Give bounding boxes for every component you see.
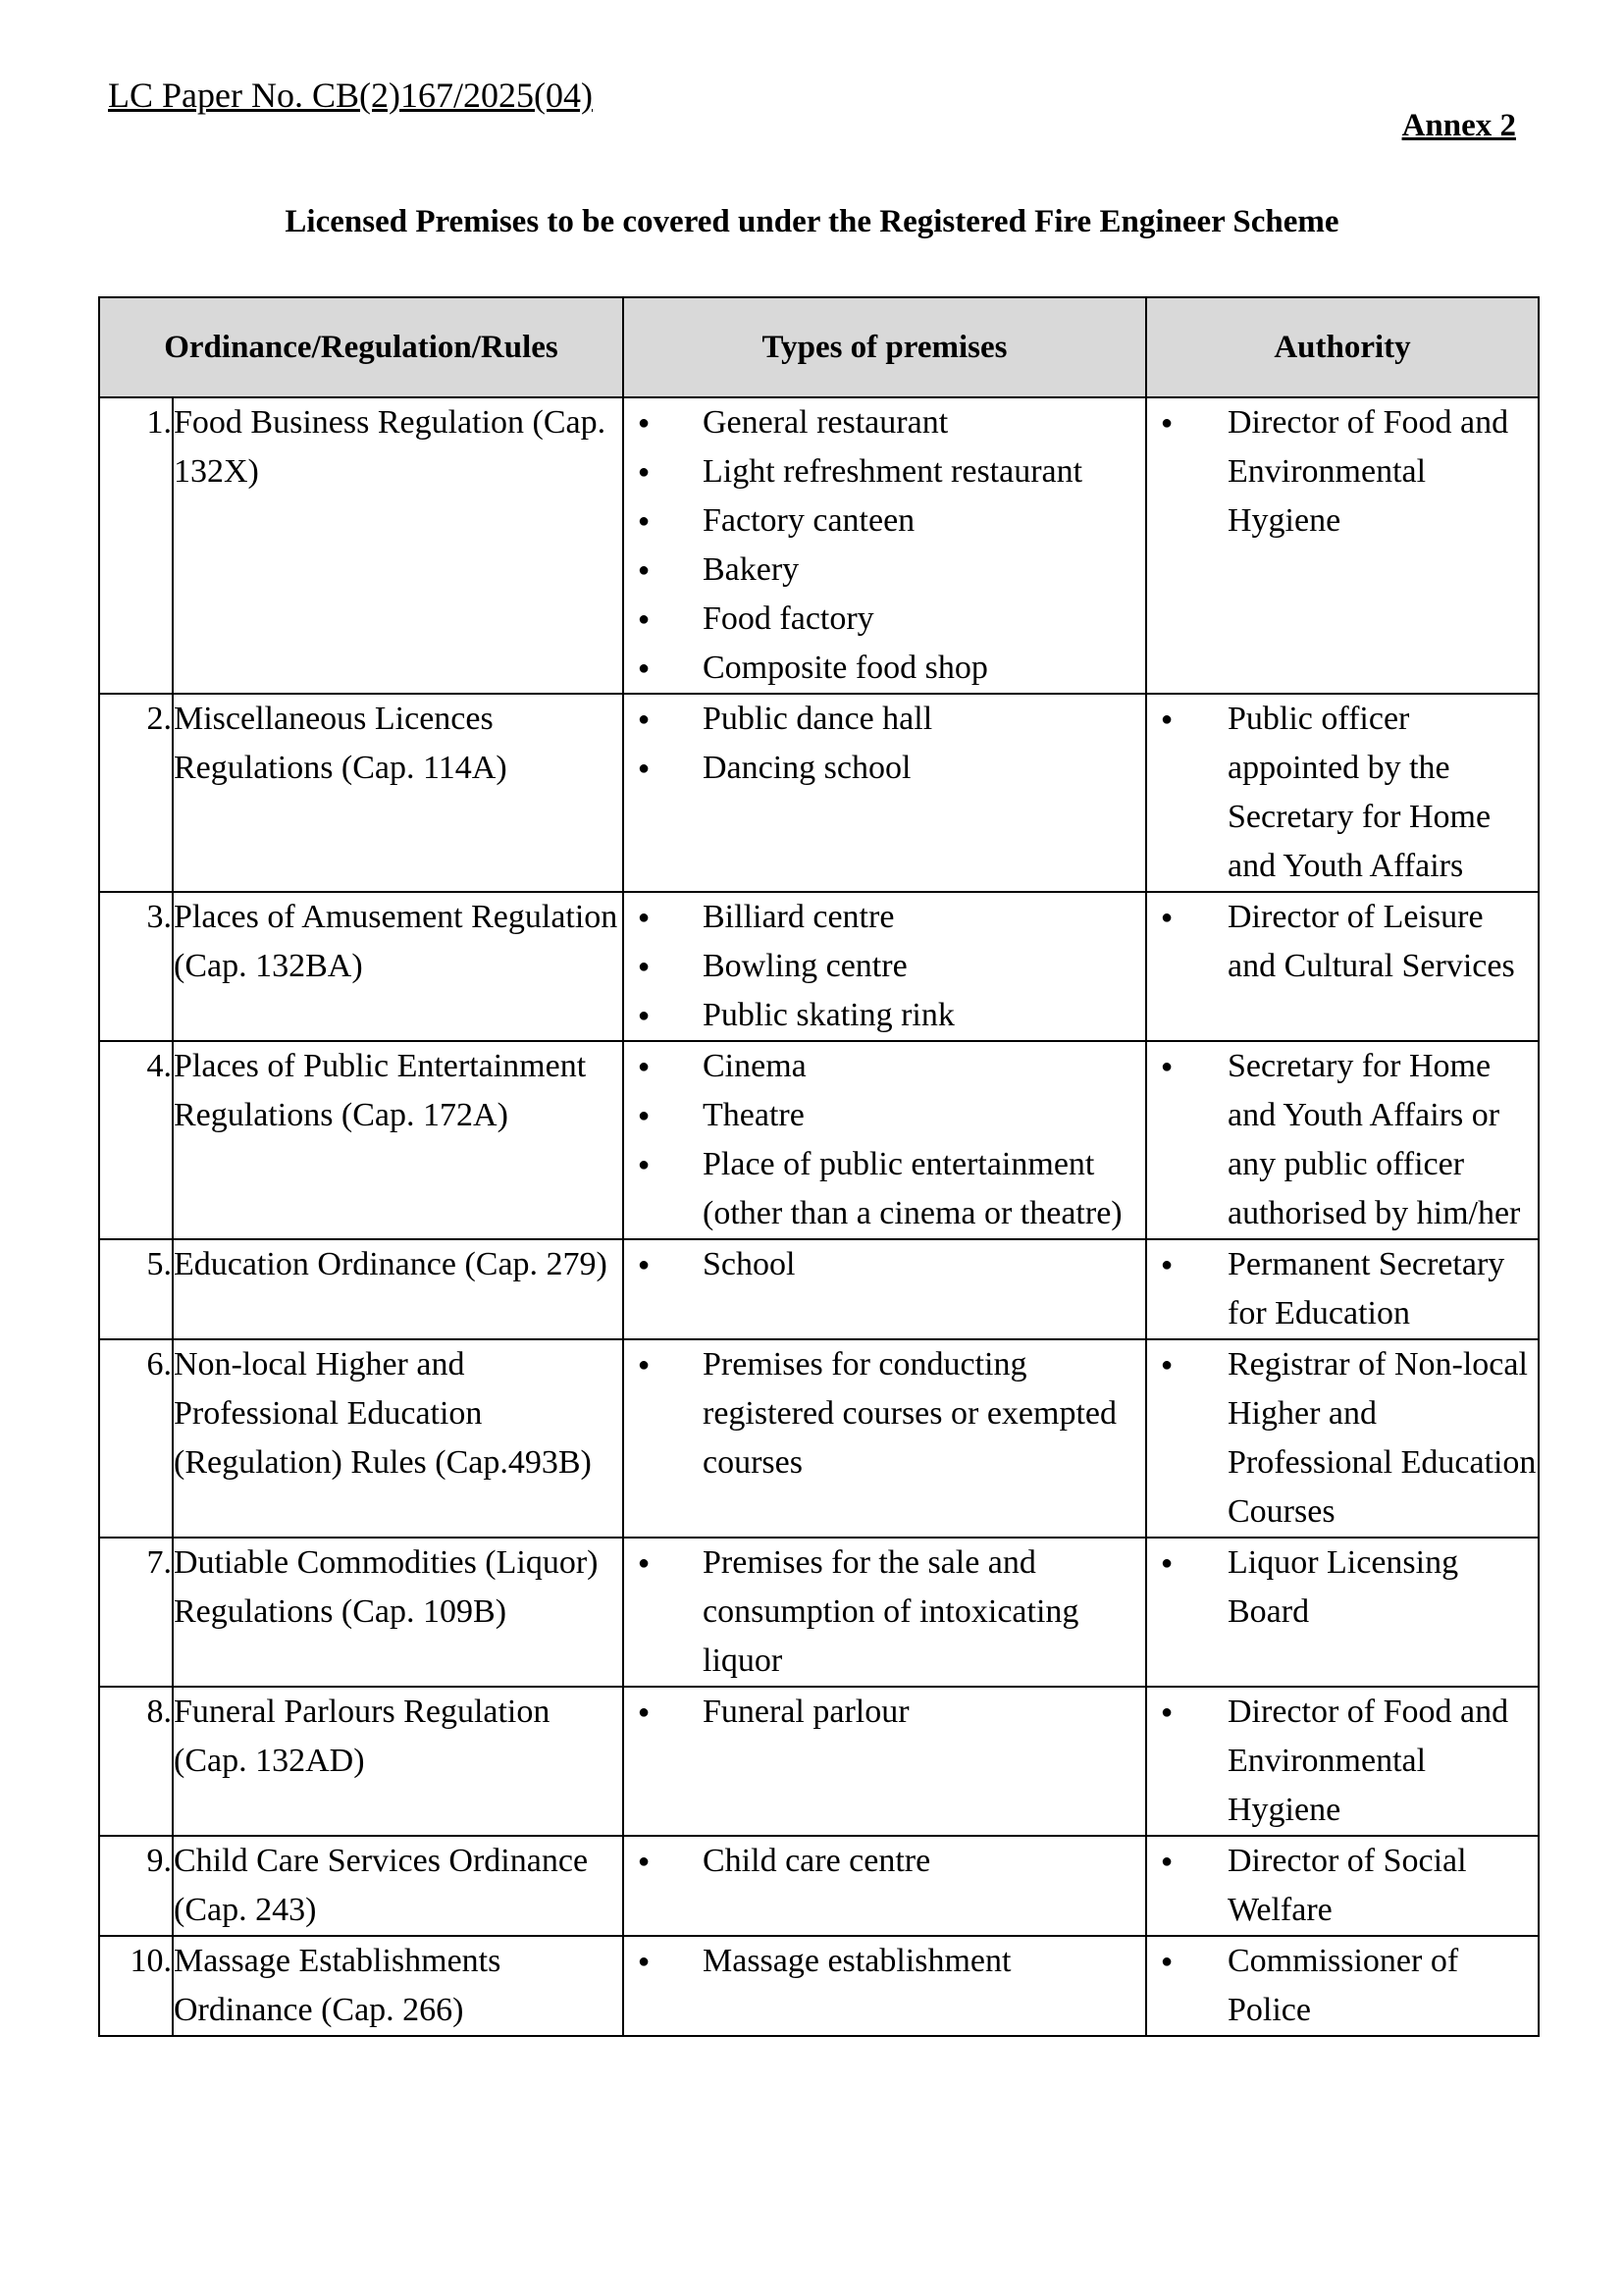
premises-types-list <box>624 1937 1145 1986</box>
column-header-types: Types of premises <box>623 297 1146 397</box>
authority-list <box>1147 1837 1538 1935</box>
table-body <box>99 397 1539 2036</box>
table-row <box>99 1239 1539 1339</box>
premises-type-item: ● Cinema <box>624 1042 1145 1091</box>
authority-cell <box>1146 892 1539 1041</box>
premises-types-list <box>624 1042 1145 1238</box>
table-row <box>99 1836 1539 1936</box>
ordinance-cell: Funeral Parlours Regulation (Cap. 132AD) <box>173 1687 623 1836</box>
authority-item: ● Director of Food and Environmental Hygiene <box>1147 398 1538 546</box>
authority-item: ● Liquor Licensing Board <box>1147 1539 1538 1637</box>
table-row <box>99 1339 1539 1538</box>
premises-type-item: ● Factory canteen <box>624 496 1145 546</box>
authority-list <box>1147 1340 1538 1537</box>
ordinance-cell: Child Care Services Ordinance (Cap. 243) <box>173 1836 623 1936</box>
authority-list <box>1147 695 1538 891</box>
row-number: 4. <box>99 1041 173 1239</box>
table-row <box>99 694 1539 892</box>
premises-types-list <box>624 893 1145 1040</box>
authority-list <box>1147 1240 1538 1338</box>
ordinance-cell: Places of Amusement Regulation (Cap. 132BA) <box>173 892 623 1041</box>
authority-list <box>1147 1688 1538 1835</box>
table-row <box>99 892 1539 1041</box>
row-number: 3. <box>99 892 173 1041</box>
authority-list <box>1147 1042 1538 1238</box>
row-number: 6. <box>99 1339 173 1538</box>
authority-item: ● Registrar of Non-local Higher and Professional Education Courses <box>1147 1340 1538 1537</box>
premises-type-item: ● Billiard centre <box>624 893 1145 942</box>
premises-type-item: ● Place of public entertainment (other than a cinema or theatre) <box>624 1140 1145 1238</box>
authority-cell <box>1146 1041 1539 1239</box>
column-header-authority: Authority <box>1146 297 1539 397</box>
premises-type-item: ● Composite food shop <box>624 644 1145 693</box>
authority-item: ● Public officer appointed by the Secretary for Home and Youth Affairs <box>1147 695 1538 891</box>
premises-types-cell <box>623 1538 1146 1687</box>
premises-types-list <box>624 1240 1145 1289</box>
premises-table <box>98 296 1540 2037</box>
premises-types-cell <box>623 1836 1146 1936</box>
table-header-row <box>99 297 1539 397</box>
table-row <box>99 397 1539 694</box>
authority-cell <box>1146 1538 1539 1687</box>
ordinance-cell: Massage Establishments Ordinance (Cap. 266) <box>173 1936 623 2036</box>
authority-item: ● Secretary for Home and Youth Affairs or any public officer authorised by him/her <box>1147 1042 1538 1238</box>
premises-types-cell <box>623 1687 1146 1836</box>
authority-item: ● Commissioner of Police <box>1147 1937 1538 2035</box>
ordinance-cell: Miscellaneous Licences Regulations (Cap. 114A) <box>173 694 623 892</box>
premises-types-cell <box>623 1936 1146 2036</box>
row-number: 9. <box>99 1836 173 1936</box>
premises-types-cell <box>623 892 1146 1041</box>
premises-type-item: ● Child care centre <box>624 1837 1145 1886</box>
ordinance-cell: Places of Public Entertainment Regulations (Cap. 172A) <box>173 1041 623 1239</box>
premises-types-list <box>624 1688 1145 1737</box>
table-row <box>99 1041 1539 1239</box>
authority-cell <box>1146 1687 1539 1836</box>
premises-type-item: ● Massage establishment <box>624 1937 1145 1986</box>
premises-types-list <box>624 398 1145 693</box>
premises-types-list <box>624 695 1145 793</box>
premises-type-item: ● Bowling centre <box>624 942 1145 991</box>
premises-type-item: ● Funeral parlour <box>624 1688 1145 1737</box>
authority-item: ● Permanent Secretary for Education <box>1147 1240 1538 1338</box>
row-number: 8. <box>99 1687 173 1836</box>
premises-types-cell <box>623 1041 1146 1239</box>
row-number: 5. <box>99 1239 173 1339</box>
premises-type-item: ● General restaurant <box>624 398 1145 447</box>
ordinance-cell: Dutiable Commodities (Liquor) Regulations (Cap. 109B) <box>173 1538 623 1687</box>
premises-type-item: ● Food factory <box>624 595 1145 644</box>
authority-cell <box>1146 397 1539 694</box>
premises-type-item: ● Premises for the sale and consumption of intoxicating liquor <box>624 1539 1145 1686</box>
annex-label: Annex 2 <box>1401 108 1516 143</box>
ordinance-cell: Education Ordinance (Cap. 279) <box>173 1239 623 1339</box>
authority-list <box>1147 1937 1538 2035</box>
authority-cell <box>1146 1339 1539 1538</box>
table-row <box>99 1936 1539 2036</box>
ordinance-cell: Non-local Higher and Professional Education (Regulation) Rules (Cap.493B) <box>173 1339 623 1538</box>
premises-types-list <box>624 1340 1145 1487</box>
authority-cell <box>1146 694 1539 892</box>
row-number: 2. <box>99 694 173 892</box>
authority-cell <box>1146 1239 1539 1339</box>
row-number: 7. <box>99 1538 173 1687</box>
premises-types-cell <box>623 1339 1146 1538</box>
row-number: 10. <box>99 1936 173 2036</box>
authority-item: ● Director of Social Welfare <box>1147 1837 1538 1935</box>
column-header-ordinance: Ordinance/Regulation/Rules <box>99 297 623 397</box>
authority-item: ● Director of Food and Environmental Hygiene <box>1147 1688 1538 1835</box>
premises-type-item: ● Light refreshment restaurant <box>624 447 1145 496</box>
paper-reference: LC Paper No. CB(2)167/2025(04) <box>108 76 593 115</box>
premises-type-item: ● Dancing school <box>624 744 1145 793</box>
authority-cell <box>1146 1836 1539 1936</box>
authority-item: ● Director of Leisure and Cultural Services <box>1147 893 1538 991</box>
premises-type-item: ● School <box>624 1240 1145 1289</box>
premises-types-cell <box>623 694 1146 892</box>
premises-type-item: ● Theatre <box>624 1091 1145 1140</box>
document-title: Licensed Premises to be covered under the Registered Fire Engineer Scheme <box>285 204 1339 239</box>
premises-types-list <box>624 1837 1145 1886</box>
premises-types-list <box>624 1539 1145 1686</box>
premises-type-item: ● Premises for conducting registered courses or exempted courses <box>624 1340 1145 1487</box>
table-row <box>99 1538 1539 1687</box>
ordinance-cell: Food Business Regulation (Cap. 132X) <box>173 397 623 694</box>
authority-cell <box>1146 1936 1539 2036</box>
row-number: 1. <box>99 397 173 694</box>
premises-type-item: ● Public dance hall <box>624 695 1145 744</box>
premises-types-cell <box>623 397 1146 694</box>
premises-type-item: ● Public skating rink <box>624 991 1145 1040</box>
premises-types-cell <box>623 1239 1146 1339</box>
table-row <box>99 1687 1539 1836</box>
authority-list <box>1147 893 1538 991</box>
authority-list <box>1147 1539 1538 1637</box>
premises-type-item: ● Bakery <box>624 546 1145 595</box>
authority-list <box>1147 398 1538 546</box>
